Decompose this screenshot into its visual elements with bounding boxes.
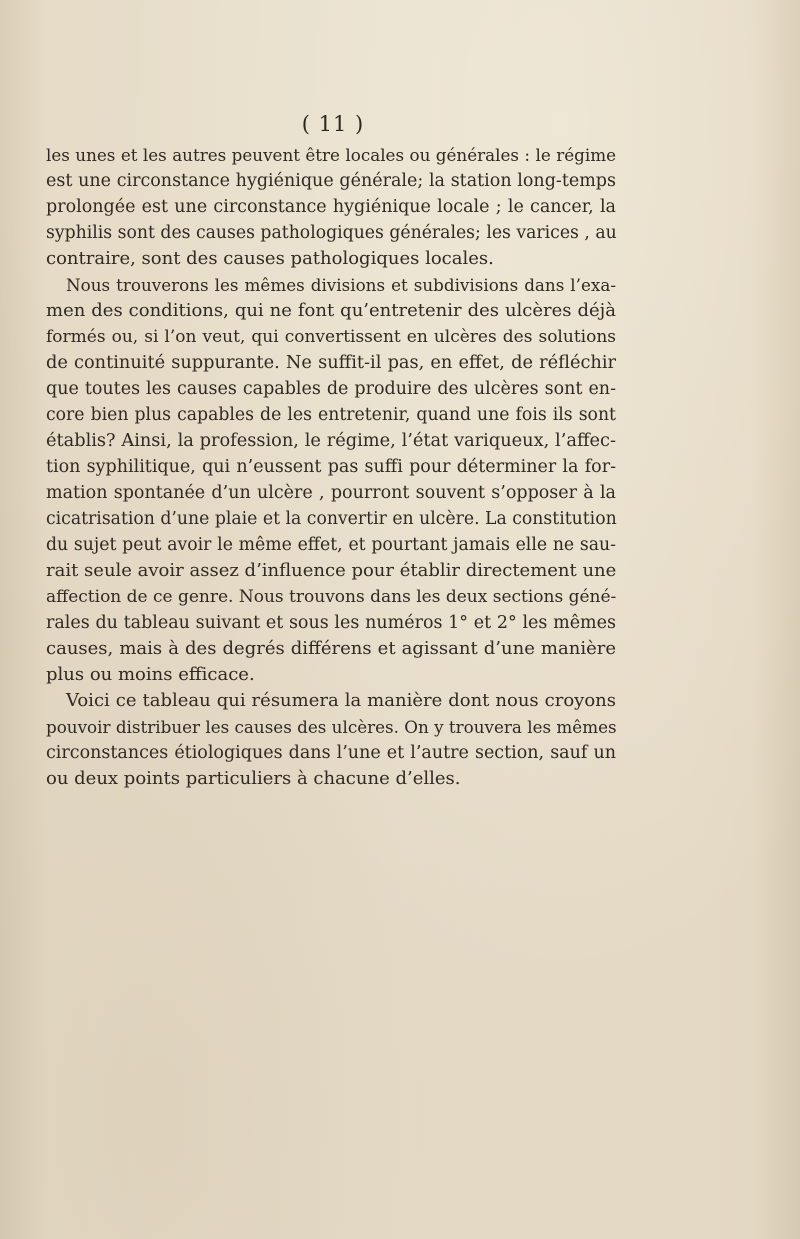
text-line: causes, mais à des degrés différens et agissant d’une manière: [46, 638, 616, 659]
body-text: [46, 142, 616, 792]
text-line: mation spontanée d’un ulcère , pourront souvent s’opposer à la: [46, 483, 616, 503]
text-line: plus ou moins efficace.: [46, 664, 255, 685]
text-line: les unes et les autres peuvent être locales ou générales : le régime: [46, 145, 616, 165]
text-line: Nous trouverons les mêmes divisions et subdivisions dans l’exa-: [66, 275, 616, 295]
text-line: rait seule avoir assez d’influence pour établir directement une: [46, 560, 617, 581]
text-line: circonstances étiologiques dans l’une et l’autre section, sauf un: [46, 743, 616, 763]
text-line: de continuité suppurante. Ne suffit-il pas, en effet, de réfléchir: [46, 353, 616, 373]
paragraph: [46, 142, 616, 272]
text-line: affection de ce genre. Nous trouvons dans les deux sections géné-: [46, 587, 617, 607]
text-line: core bien plus capables de les entretenir, quand une fois ils sont: [46, 405, 616, 425]
text-line: est une circonstance hygiénique générale; la station long-temps: [46, 171, 616, 191]
text-line: syphilis sont des causes pathologiques générales; les varices , au: [46, 223, 617, 243]
text-line: formés ou, si l’on veut, qui convertissent en ulcères des solutions: [46, 327, 616, 347]
text-line: pouvoir distribuer les causes des ulcères. On y trouvera les mêmes: [46, 717, 617, 737]
page-number: ( 11 ): [301, 112, 365, 136]
paragraph: [46, 688, 616, 792]
text-line: contraire, sont des causes pathologiques locales.: [46, 248, 494, 269]
text-line: ou deux points particuliers à chacune d’elles.: [46, 768, 461, 789]
text-line: cicatrisation d’une plaie et la convertir en ulcère. La constitution: [46, 509, 617, 529]
text-line: tion syphilitique, qui n’eussent pas suffi pour déterminer la for-: [46, 457, 616, 477]
text-line: du sujet peut avoir le même effet, et pourtant jamais elle ne sau-: [46, 535, 616, 555]
text-line: rales du tableau suivant et sous les numéros 1° et 2° les mêmes: [46, 613, 616, 633]
text-line: établis? Ainsi, la profession, le régime, l’état variqueux, l’affec-: [46, 431, 616, 451]
text-line: que toutes les causes capables de produire des ulcères sont en-: [46, 379, 616, 399]
text-line: Voici ce tableau qui résumera la manière dont nous croyons: [66, 690, 616, 711]
text-line: men des conditions, qui ne font qu’entretenir des ulcères déjà: [46, 300, 616, 321]
paragraph: [46, 272, 616, 688]
text-line: prolongée est une circonstance hygiénique locale ; le cancer, la: [46, 197, 616, 217]
